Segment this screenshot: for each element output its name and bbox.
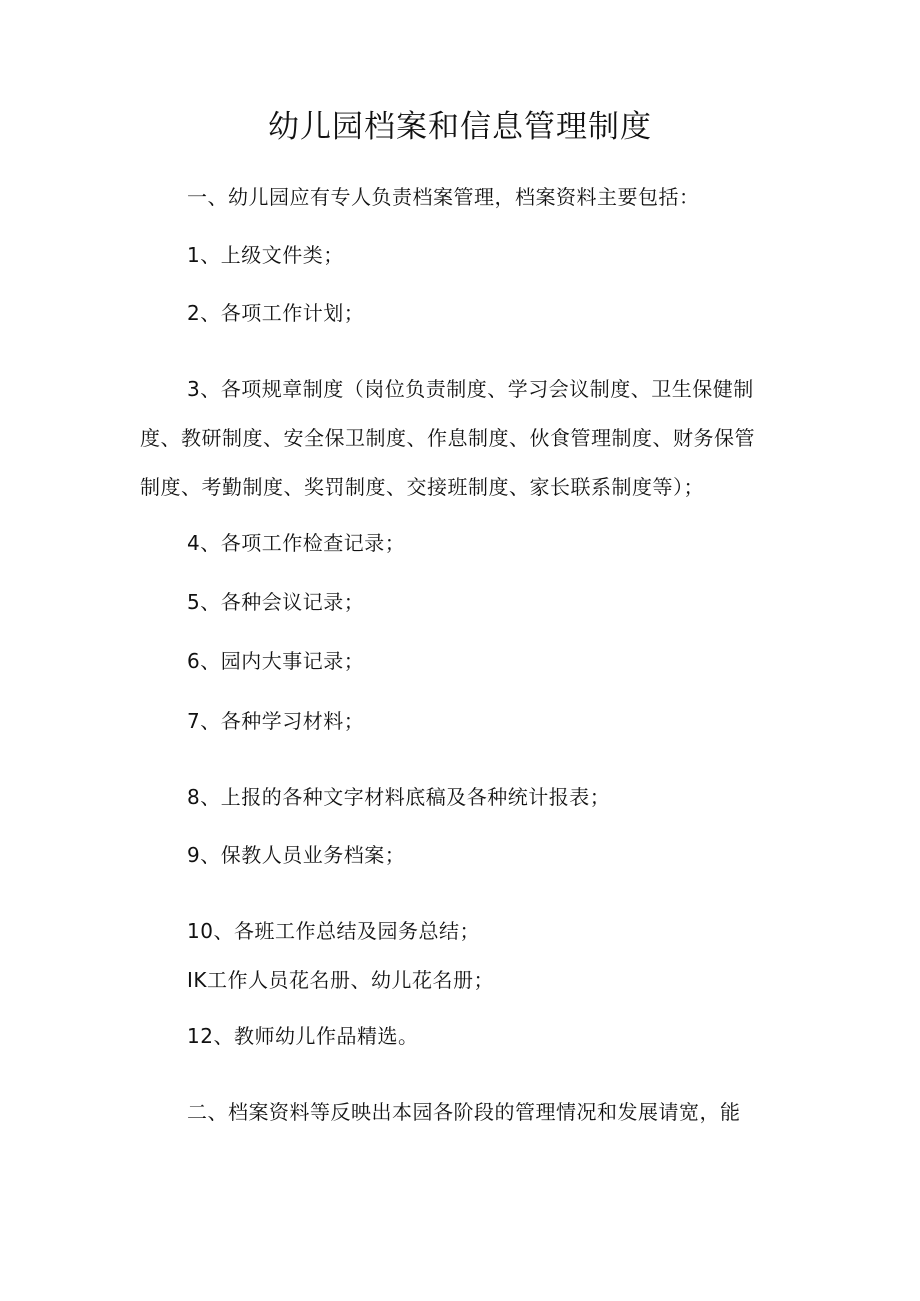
list-item-5: 5、各种会议记录； [187, 590, 365, 614]
list-item-3: 3、各项规章制度（岗位负责制度、学习会议制度、卫生保健制 [187, 377, 754, 401]
list-item-3-continuation-1: 度、教研制度、安全保卫制度、作息制度、伙食管理制度、财务保管 [140, 426, 755, 450]
list-item-7: 7、各种学习材料； [187, 709, 365, 733]
list-item-2: 2、各项工作计划； [187, 301, 365, 325]
section-2-heading: 二、档案资料等反映出本园各阶段的管理情况和发展请宽，能 [187, 1100, 741, 1124]
list-item-11: IK工作人员花名册、幼儿花名册； [187, 968, 495, 992]
section-1-heading: 一、幼儿园应有专人负责档案管理，档案资料主要包括： [187, 185, 700, 209]
document-title: 幼儿园档案和信息管理制度 [268, 109, 652, 145]
list-item-8: 8、上报的各种文字材料底稿及各种统计报表； [187, 785, 611, 809]
list-item-10: 10、各班工作总结及园务总结； [187, 919, 480, 943]
list-item-4: 4、各项工作检查记录； [187, 531, 406, 555]
list-item-9: 9、保教人员业务档案； [187, 843, 406, 867]
list-item-1: 1、上级文件类； [187, 243, 344, 267]
list-item-6: 6、园内大事记录； [187, 649, 365, 673]
list-item-12: 12、教师幼儿作品精选。 [187, 1024, 419, 1048]
list-item-3-continuation-2: 制度、考勤制度、奖罚制度、交接班制度、家长联系制度等）； [140, 475, 704, 499]
